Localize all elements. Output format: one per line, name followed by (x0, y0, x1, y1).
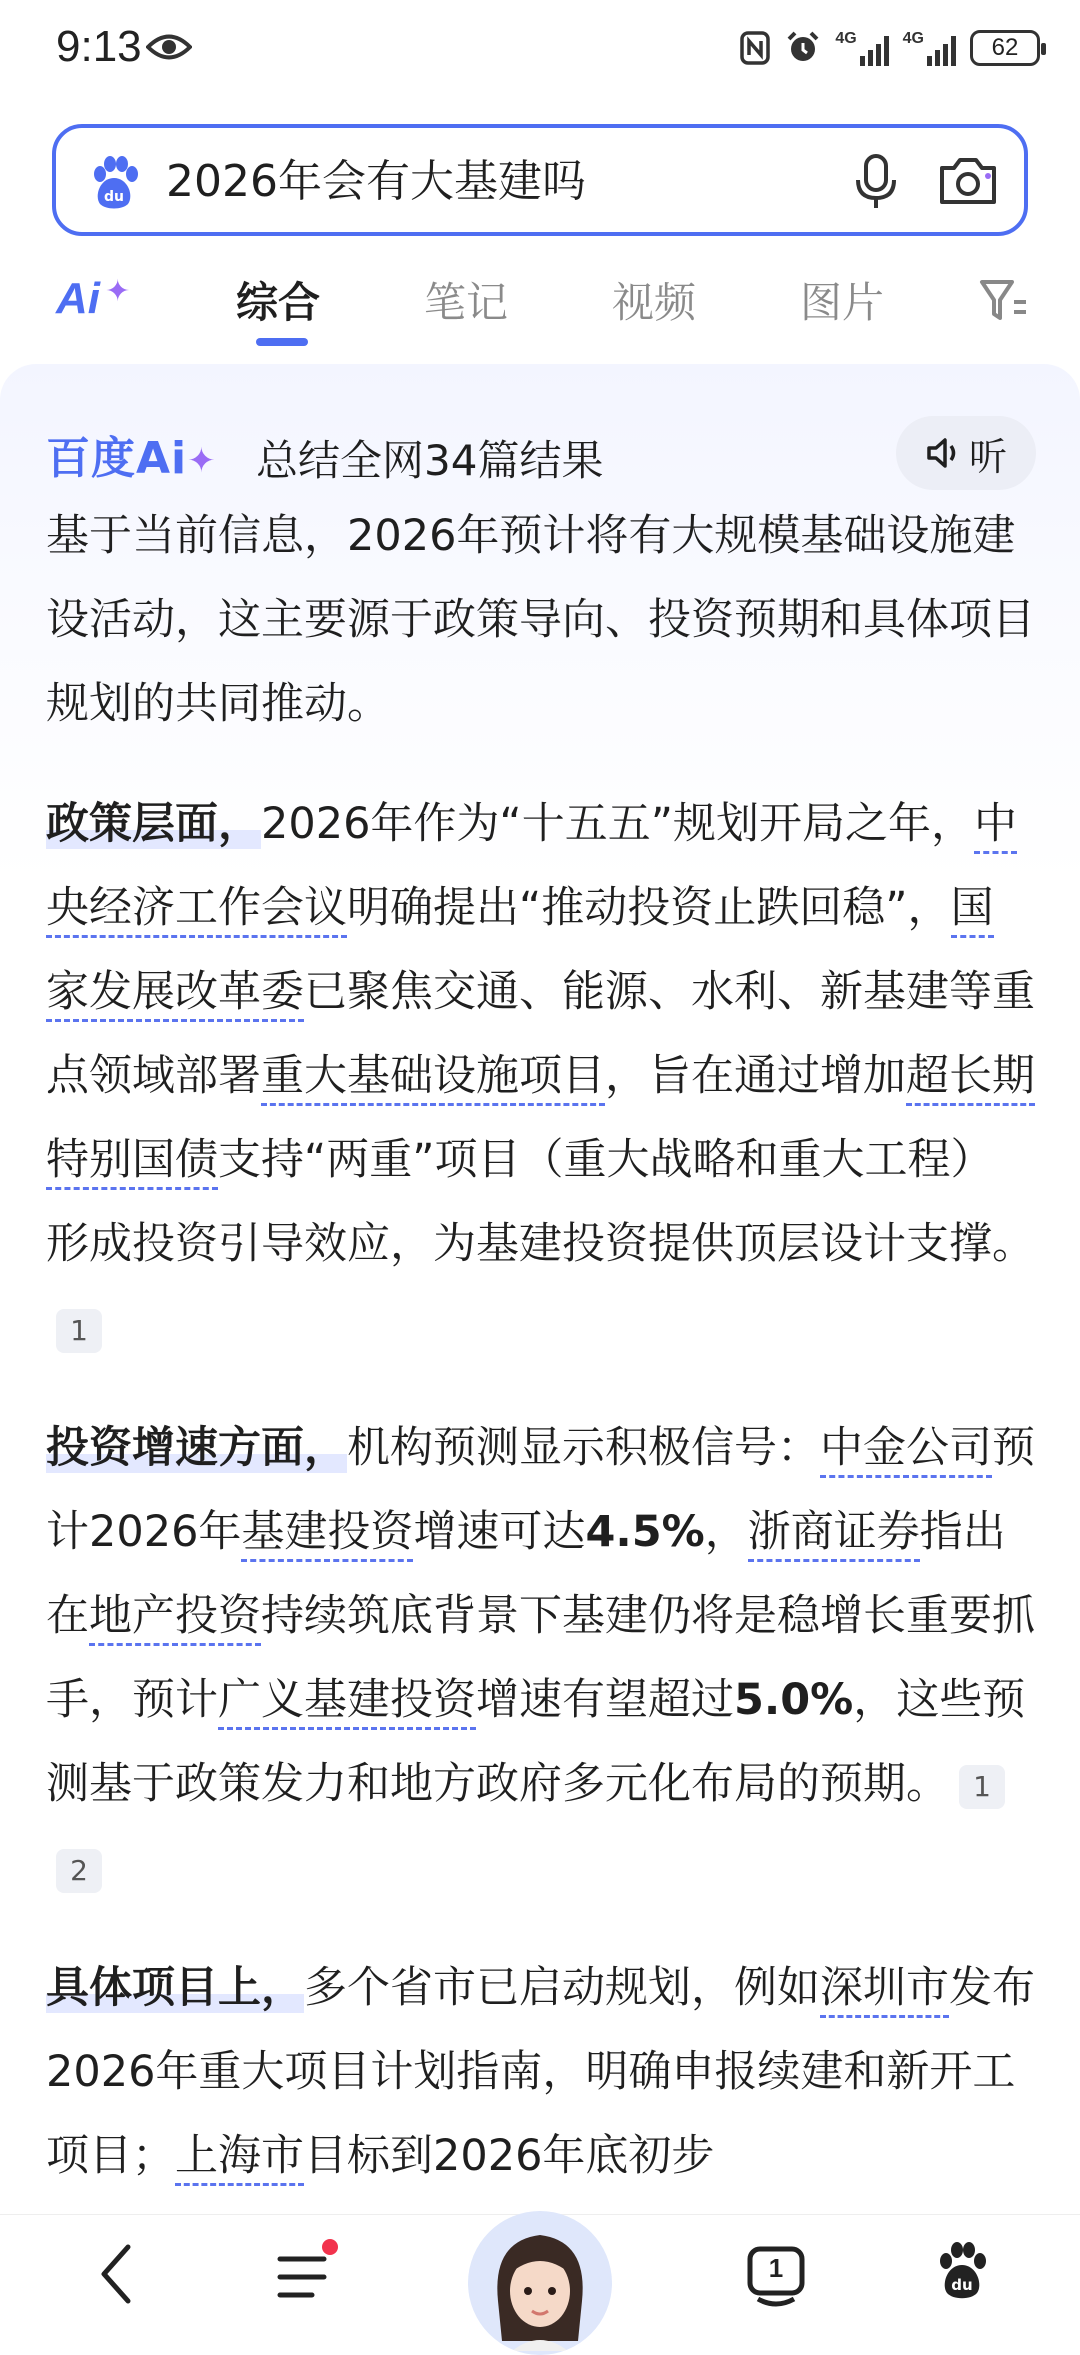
listen-label: 听 (968, 434, 1007, 479)
search-bar[interactable] (52, 124, 1028, 236)
investment-paragraph: 投资增速方面，机构预测显示积极信号：中金公司预计2026年基建投资增速可达4.5%，浙商证券指出在地产投资持续筑底背景下基建仍将是稳增长重要抓手，预计广义基建投资增速有望超过5.0%，这些预测基于政策发力和地方政府多元化布局的预期。 12 (46, 1406, 1036, 1910)
alarm-icon (785, 30, 821, 66)
search-input[interactable]: 2026年会有大基建吗 (166, 156, 586, 207)
svg-text:du: du (104, 189, 124, 205)
link-central-economic-work-conference[interactable]: 中央经济工作会议 (46, 799, 1017, 938)
link-shenzhen[interactable]: 深圳市 (820, 1963, 949, 2018)
bottom-navigation (0, 2214, 1080, 2341)
listen-button[interactable] (896, 416, 1036, 490)
tab-comprehensive[interactable]: 综合 (236, 278, 321, 327)
battery-level: 62 (991, 34, 1019, 61)
status-time: 9:13 (56, 22, 142, 71)
link-zheshang-securities[interactable]: 浙商证券 (748, 1507, 920, 1562)
baidu-home-icon[interactable] (932, 2239, 992, 2303)
link-cicc[interactable]: 中金公司 (820, 1423, 992, 1478)
status-bar (0, 0, 1080, 110)
camera-icon[interactable] (936, 150, 1000, 212)
citation-ref[interactable]: 1 (959, 1765, 1005, 1809)
ai-card-header (46, 416, 1036, 496)
status-icons (739, 30, 1040, 66)
citation-ref[interactable]: 2 (56, 1849, 102, 1893)
signal-2-icon: 4G (903, 30, 956, 66)
link-infrastructure-investment[interactable]: 基建投资 (241, 1507, 413, 1562)
growth-rate-cicc: 4.5% (585, 1507, 705, 1557)
back-icon[interactable] (96, 2239, 136, 2309)
investment-heading: 投资增速方面， (46, 1423, 347, 1473)
policy-paragraph: 政策层面，2026年作为“十五五”规划开局之年，中央经济工作会议明确提出“推动投资止跌回稳”，国家发展改革委已聚焦交通、能源、水利、新基建等重点领域部署重大基础设施项目，旨在通过增加超长期特别国债支持“两重”项目（重大战略和重大工程）形成投资引导效应，为基建投资提供顶层设计支撑。1 (46, 782, 1036, 1370)
ai-summary-card (0, 364, 1080, 2214)
ai-tab-label: Ai (56, 274, 100, 323)
intro-paragraph: 基于当前信息，2026年预计将有大规模基础设施建设活动，这主要源于政策导向、投资预期和具体项目规划的共同推动。 (46, 511, 1035, 729)
speaker-icon (925, 435, 961, 471)
projects-heading: 具体项目上， (46, 1963, 304, 2013)
assistant-avatar[interactable] (468, 2211, 612, 2355)
notification-dot (322, 2239, 338, 2255)
eye-icon (146, 32, 192, 62)
link-ndrc[interactable]: 国家发展改革委 (46, 883, 994, 1022)
active-tab-indicator (256, 338, 308, 346)
microphone-icon[interactable] (848, 150, 904, 212)
ai-sparkle-icon: ✦ (105, 274, 131, 309)
tab-bar (0, 260, 1080, 360)
link-shanghai[interactable]: 上海市 (175, 2131, 304, 2186)
link-ultra-long-special-bonds[interactable]: 超长期特别国债 (46, 1051, 1035, 1190)
citation-ref[interactable]: 1 (56, 1309, 102, 1353)
ai-answer-body (46, 494, 1036, 2234)
battery-indicator (970, 30, 1040, 66)
svg-text:du: du (951, 2276, 973, 2294)
baidu-paw-icon[interactable] (86, 154, 142, 210)
filter-icon[interactable] (978, 274, 1030, 326)
avatar-face-image (468, 2211, 612, 2355)
projects-paragraph: 具体项目上，多个省市已启动规划，例如深圳市发布2026年重大项目计划指南，明确申报续建和新开工项目；上海市目标到2026年底初步 (46, 1946, 1036, 2198)
tabs-button[interactable] (744, 2239, 808, 2309)
tab-video[interactable]: 视频 (612, 278, 697, 327)
tab-images[interactable]: 图片 (800, 278, 885, 327)
link-broad-infrastructure-investment[interactable]: 广义基建投资 (218, 1675, 476, 1730)
link-real-estate-investment[interactable]: 地产投资 (89, 1591, 261, 1646)
link-major-infrastructure-projects[interactable]: 重大基础设施项目 (261, 1051, 605, 1106)
menu-button[interactable] (272, 2239, 342, 2309)
growth-rate-broad: 5.0% (734, 1675, 854, 1725)
tabs-count: 1 (768, 2253, 784, 2283)
baidu-ai-brand: 百度Ai✦ (46, 433, 217, 484)
policy-heading: 政策层面， (46, 799, 261, 849)
nfc-icon (739, 30, 771, 66)
tab-notes[interactable]: 笔记 (424, 278, 509, 327)
signal-1-icon: 4G (835, 30, 888, 66)
tab-ai[interactable] (56, 274, 130, 324)
summary-count: 总结全网34篇结果 (256, 436, 604, 485)
